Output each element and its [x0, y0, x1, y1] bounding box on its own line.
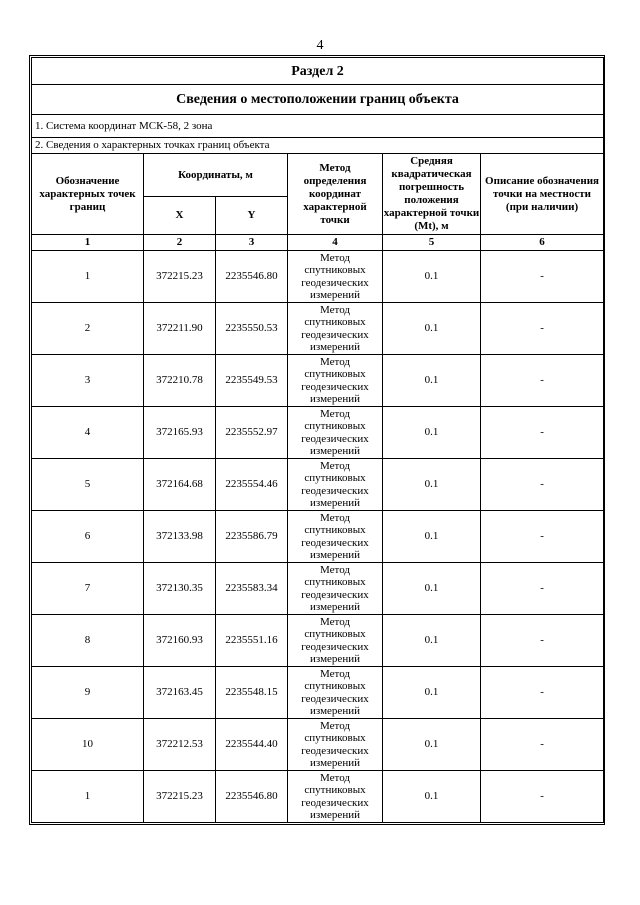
method-line: Метод [320, 771, 350, 784]
header-x: X [144, 197, 216, 235]
coordinate-y: 2235586.79 [216, 511, 288, 563]
method-line: спутниковых [304, 524, 366, 536]
method-line: измерений [310, 549, 360, 561]
coordinate-y: 2235552.97 [216, 407, 288, 459]
header-error: Средняя квадратическая погрешность положения характерной точки (Mt), м [383, 154, 481, 235]
method-line: геодезических [301, 380, 369, 393]
column-number: 4 [288, 235, 383, 251]
column-number: 5 [383, 235, 481, 251]
coordinate-y: 2235546.80 [216, 251, 288, 303]
coordinate-y: 2235554.46 [216, 459, 288, 511]
method-line: Метод [320, 667, 350, 680]
method-cell [288, 251, 383, 303]
method-line: измерений [310, 705, 360, 717]
coordinate-y: 2235551.16 [216, 615, 288, 667]
table-row [32, 563, 604, 615]
point-description: - [481, 355, 604, 407]
point-description: - [481, 771, 604, 823]
method-line: геодезических [301, 744, 369, 757]
point-description: - [481, 563, 604, 615]
column-number: 6 [481, 235, 604, 251]
error-value: 0.1 [383, 459, 481, 511]
method-cell [288, 303, 383, 355]
coordinate-x: 372133.98 [144, 511, 216, 563]
point-description: - [481, 615, 604, 667]
point-designation: 3 [32, 355, 144, 407]
method-line: Метод [320, 355, 350, 368]
column-number: 2 [144, 235, 216, 251]
method-line: спутниковых [304, 316, 366, 328]
method-line: спутниковых [304, 680, 366, 692]
coordinate-x: 372215.23 [144, 771, 216, 823]
method-cell [288, 563, 383, 615]
column-number: 3 [216, 235, 288, 251]
method-line: спутниковых [304, 264, 366, 276]
column-number: 1 [32, 235, 144, 251]
error-value: 0.1 [383, 251, 481, 303]
header-coordinates: Координаты, м [144, 154, 288, 197]
point-designation: 8 [32, 615, 144, 667]
method-line: Метод [320, 459, 350, 472]
method-line: измерений [310, 497, 360, 509]
table-row [32, 459, 604, 511]
point-description: - [481, 251, 604, 303]
table-row [32, 771, 604, 823]
point-designation: 2 [32, 303, 144, 355]
error-value: 0.1 [383, 407, 481, 459]
method-cell [288, 771, 383, 823]
column-number-row [32, 235, 604, 251]
coordinate-y: 2235546.80 [216, 771, 288, 823]
method-line: спутниковых [304, 420, 366, 432]
section-frame [29, 55, 605, 825]
method-line: Метод [320, 251, 350, 264]
method-cell [288, 719, 383, 771]
method-line: спутниковых [304, 784, 366, 796]
table-row [32, 667, 604, 719]
coordinate-y: 2235583.34 [216, 563, 288, 615]
point-designation: 5 [32, 459, 144, 511]
coordinate-x: 372211.90 [144, 303, 216, 355]
header-y: Y [216, 197, 288, 235]
method-line: Метод [320, 615, 350, 628]
point-designation: 6 [32, 511, 144, 563]
table-row [32, 251, 604, 303]
method-cell [288, 615, 383, 667]
header-designation: Обозначение характерных точек границ [32, 154, 144, 235]
method-line: геодезических [301, 328, 369, 341]
boundary-table [31, 57, 604, 823]
method-line: Метод [320, 407, 350, 420]
point-description: - [481, 511, 604, 563]
error-value: 0.1 [383, 563, 481, 615]
method-line: измерений [310, 653, 360, 665]
method-line: спутниковых [304, 628, 366, 640]
table-row [32, 719, 604, 771]
coordinate-y: 2235550.53 [216, 303, 288, 355]
method-line: Метод [320, 511, 350, 524]
point-designation: 9 [32, 667, 144, 719]
coordinate-x: 372164.68 [144, 459, 216, 511]
coordinate-x: 372163.45 [144, 667, 216, 719]
error-value: 0.1 [383, 355, 481, 407]
point-description: - [481, 459, 604, 511]
error-value: 0.1 [383, 719, 481, 771]
method-line: Метод [320, 563, 350, 576]
table-row [32, 615, 604, 667]
coordinate-x: 372160.93 [144, 615, 216, 667]
point-description: - [481, 719, 604, 771]
error-value: 0.1 [383, 615, 481, 667]
point-description: - [481, 407, 604, 459]
error-value: 0.1 [383, 771, 481, 823]
method-line: спутниковых [304, 472, 366, 484]
method-line: геодезических [301, 432, 369, 445]
coordinate-y: 2235544.40 [216, 719, 288, 771]
coordinate-x: 372210.78 [144, 355, 216, 407]
method-line: Метод [320, 303, 350, 316]
section-title: Раздел 2 [32, 58, 604, 85]
method-line: геодезических [301, 276, 369, 289]
coordinate-y: 2235549.53 [216, 355, 288, 407]
points-caption-row: 2. Сведения о характерных точках границ объекта [32, 138, 604, 154]
method-cell [288, 667, 383, 719]
coordinate-x: 372212.53 [144, 719, 216, 771]
point-designation: 7 [32, 563, 144, 615]
method-cell [288, 459, 383, 511]
method-line: Метод [320, 719, 350, 732]
table-row [32, 303, 604, 355]
table-row [32, 511, 604, 563]
point-description: - [481, 303, 604, 355]
point-designation: 10 [32, 719, 144, 771]
method-line: измерений [310, 289, 360, 301]
coordinate-y: 2235548.15 [216, 667, 288, 719]
table-row [32, 355, 604, 407]
method-line: геодезических [301, 640, 369, 653]
method-line: геодезических [301, 796, 369, 809]
method-line: измерений [310, 757, 360, 769]
point-description: - [481, 667, 604, 719]
method-line: спутниковых [304, 576, 366, 588]
error-value: 0.1 [383, 667, 481, 719]
method-cell [288, 355, 383, 407]
method-line: геодезических [301, 588, 369, 601]
method-line: измерений [310, 809, 360, 821]
header-method: Метод определения координат характерной точки [288, 154, 383, 235]
method-line: измерений [310, 393, 360, 405]
table-row [32, 407, 604, 459]
coordinate-x: 372130.35 [144, 563, 216, 615]
method-line: геодезических [301, 536, 369, 549]
coordinate-x: 372165.93 [144, 407, 216, 459]
header-description: Описание обозначения точки на местности (при наличии) [481, 154, 604, 235]
method-line: спутниковых [304, 732, 366, 744]
point-designation: 4 [32, 407, 144, 459]
error-value: 0.1 [383, 303, 481, 355]
method-line: измерений [310, 445, 360, 457]
method-cell [288, 407, 383, 459]
coord-system-row: 1. Система координат МСК-58, 2 зона [32, 115, 604, 138]
method-cell [288, 511, 383, 563]
method-line: измерений [310, 601, 360, 613]
section-subtitle: Сведения о местоположении границ объекта [32, 85, 604, 115]
coordinate-x: 372215.23 [144, 251, 216, 303]
point-designation: 1 [32, 771, 144, 823]
page-number: 4 [316, 38, 324, 53]
error-value: 0.1 [383, 511, 481, 563]
method-line: измерений [310, 341, 360, 353]
method-line: геодезических [301, 484, 369, 497]
point-designation: 1 [32, 251, 144, 303]
method-line: геодезических [301, 692, 369, 705]
method-line: спутниковых [304, 368, 366, 380]
